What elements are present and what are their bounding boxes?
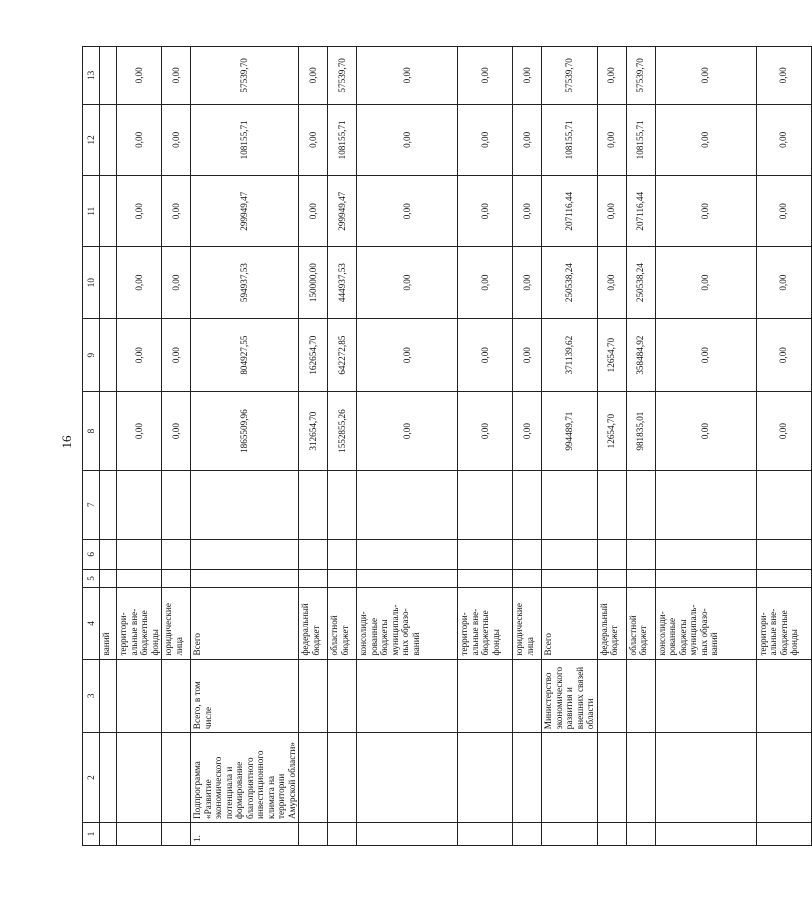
- table-cell: 0,00: [655, 176, 756, 247]
- table-cell: 444937,53: [328, 247, 357, 318]
- table-cell: федеральный бюджет: [597, 588, 626, 659]
- table-row: [117, 47, 162, 846]
- table-cell: [626, 822, 655, 845]
- table-cell: [299, 470, 328, 539]
- table-cell: [117, 569, 162, 587]
- table-cell: [597, 733, 626, 823]
- table-cell: 0,00: [655, 47, 756, 105]
- table-cell: [542, 539, 598, 569]
- column-header: 4: [83, 588, 100, 659]
- table-cell: 0,00: [756, 47, 811, 105]
- table-cell: 0,00: [756, 318, 811, 392]
- table-cell: 0,00: [458, 104, 513, 175]
- table-cell: 371139,62: [542, 318, 598, 392]
- budget-table: [82, 46, 812, 846]
- table-cell: юридические лица: [162, 588, 191, 659]
- table-cell: [117, 733, 162, 823]
- table-cell: [756, 733, 811, 823]
- table-cell: 981835,01: [626, 392, 655, 470]
- table-cell: [357, 659, 458, 733]
- table-cell: [191, 470, 299, 539]
- table-cell: [117, 539, 162, 569]
- table-cell: [328, 822, 357, 845]
- table-cell: 0,00: [357, 104, 458, 175]
- table-cell: [117, 659, 162, 733]
- table-cell: [162, 733, 191, 823]
- table-cell: [328, 470, 357, 539]
- table-cell: 0,00: [655, 318, 756, 392]
- table-cell: 0,00: [513, 176, 542, 247]
- table-cell: 0,00: [458, 392, 513, 470]
- table-cell: [756, 659, 811, 733]
- table-cell: [299, 659, 328, 733]
- table-cell: [458, 733, 513, 823]
- column-header: 6: [83, 539, 100, 569]
- table-cell: [458, 569, 513, 587]
- table-cell: 0,00: [117, 318, 162, 392]
- table-row: [100, 47, 117, 846]
- table-cell: [655, 733, 756, 823]
- table-cell: [100, 569, 117, 587]
- table-cell: Министерство экономического развития и внешних связей области: [542, 659, 598, 733]
- table-row: [299, 47, 328, 846]
- table-cell: 0,00: [655, 104, 756, 175]
- table-cell: консолиди-рованные бюджеты муниципаль-ных образо-ваний: [655, 588, 756, 659]
- table-cell: 0,00: [458, 47, 513, 105]
- column-header: 7: [83, 470, 100, 539]
- table-cell: [100, 392, 117, 470]
- table-cell: [513, 470, 542, 539]
- table-row: [756, 47, 811, 846]
- table-cell: 0,00: [117, 392, 162, 470]
- table-cell: Всего: [191, 588, 299, 659]
- table-cell: территори-альные вне-бюджетные фонды: [756, 588, 811, 659]
- table-cell: юридические лица: [513, 588, 542, 659]
- table-cell: территори-альные вне-бюджетные фонды: [458, 588, 513, 659]
- table-cell: 108155,71: [626, 104, 655, 175]
- table-cell: [162, 822, 191, 845]
- table-cell: [597, 822, 626, 845]
- table-cell: [756, 470, 811, 539]
- table-cell: 57539,70: [191, 47, 299, 105]
- table-cell: 57539,70: [626, 47, 655, 105]
- table-cell: [655, 822, 756, 845]
- column-header: 1: [83, 822, 100, 845]
- table-cell: 0,00: [458, 176, 513, 247]
- table-row: [597, 47, 626, 846]
- table-cell: Всего: [542, 588, 598, 659]
- table-cell: 0,00: [357, 392, 458, 470]
- table-row: [542, 47, 598, 846]
- table-cell: 0,00: [597, 47, 626, 105]
- table-cell: [328, 539, 357, 569]
- table-cell: [299, 822, 328, 845]
- table-cell: [100, 318, 117, 392]
- table-cell: [597, 569, 626, 587]
- table-cell: [117, 822, 162, 845]
- rotated-table-wrapper: [82, 46, 799, 846]
- table-cell: 1.: [191, 822, 299, 845]
- table-cell: 0,00: [756, 176, 811, 247]
- table-cell: [117, 470, 162, 539]
- table-cell: [299, 733, 328, 823]
- table-cell: 804927,55: [191, 318, 299, 392]
- table-cell: [513, 733, 542, 823]
- table-cell: 0,00: [458, 318, 513, 392]
- table-cell: [100, 733, 117, 823]
- table-cell: 0,00: [117, 247, 162, 318]
- table-row: [458, 47, 513, 846]
- table-cell: 108155,71: [191, 104, 299, 175]
- table-cell: [100, 247, 117, 318]
- table-cell: 358484,92: [626, 318, 655, 392]
- table-cell: [100, 470, 117, 539]
- table-cell: 108155,71: [542, 104, 598, 175]
- table-cell: [756, 569, 811, 587]
- table-row: [513, 47, 542, 846]
- table-cell: 0,00: [597, 176, 626, 247]
- table-cell: 150000,00: [299, 247, 328, 318]
- table-cell: [655, 539, 756, 569]
- table-cell: [542, 733, 598, 823]
- table-cell: [162, 470, 191, 539]
- table-cell: 299949,47: [328, 176, 357, 247]
- table-cell: 0,00: [162, 104, 191, 175]
- table-cell: [655, 659, 756, 733]
- table-cell: [357, 539, 458, 569]
- table-cell: [299, 539, 328, 569]
- table-cell: 0,00: [513, 104, 542, 175]
- table-cell: 12654,70: [597, 318, 626, 392]
- table-cell: [458, 659, 513, 733]
- table-cell: 57539,70: [328, 47, 357, 105]
- table-cell: [626, 659, 655, 733]
- table-cell: 1865509,96: [191, 392, 299, 470]
- table-cell: [626, 539, 655, 569]
- table-cell: 250538,24: [626, 247, 655, 318]
- table-cell: [100, 539, 117, 569]
- table-cell: ваний: [100, 588, 117, 659]
- table-cell: 0,00: [597, 104, 626, 175]
- table-cell: 0,00: [117, 104, 162, 175]
- table-cell: [328, 733, 357, 823]
- table-cell: [100, 822, 117, 845]
- column-header: 11: [83, 176, 100, 247]
- table-cell: [100, 176, 117, 247]
- table-cell: [655, 569, 756, 587]
- table-cell: 642272,85: [328, 318, 357, 392]
- table-cell: 0,00: [513, 47, 542, 105]
- table-cell: [513, 539, 542, 569]
- table-cell: [162, 569, 191, 587]
- table-cell: 162654,70: [299, 318, 328, 392]
- table-cell: [597, 539, 626, 569]
- table-cell: 0,00: [756, 392, 811, 470]
- table-cell: Всего, в том числе: [191, 659, 299, 733]
- table-cell: 0,00: [357, 47, 458, 105]
- header-row: [83, 47, 100, 846]
- table-cell: [626, 569, 655, 587]
- table-cell: 0,00: [299, 47, 328, 105]
- table-cell: [513, 569, 542, 587]
- table-cell: 0,00: [357, 247, 458, 318]
- column-header: 3: [83, 659, 100, 733]
- table-cell: 207116,44: [626, 176, 655, 247]
- table-cell: [100, 47, 117, 105]
- column-header: 8: [83, 392, 100, 470]
- table-cell: [597, 659, 626, 733]
- table-cell: 0,00: [597, 247, 626, 318]
- table-cell: [542, 569, 598, 587]
- table-cell: [542, 822, 598, 845]
- table-cell: 0,00: [162, 247, 191, 318]
- table-cell: [299, 569, 328, 587]
- table-cell: 299949,47: [191, 176, 299, 247]
- column-header: 12: [83, 104, 100, 175]
- table-row: [191, 47, 299, 846]
- table-cell: [162, 659, 191, 733]
- table-cell: 0,00: [458, 247, 513, 318]
- table-cell: [626, 470, 655, 539]
- table-cell: 0,00: [513, 247, 542, 318]
- table-row: [357, 47, 458, 846]
- table-cell: [756, 822, 811, 845]
- table-cell: 0,00: [117, 47, 162, 105]
- table-cell: 0,00: [655, 247, 756, 318]
- table-cell: 0,00: [756, 247, 811, 318]
- table-cell: 0,00: [655, 392, 756, 470]
- table-cell: [357, 569, 458, 587]
- column-header: 2: [83, 733, 100, 823]
- column-header: 5: [83, 569, 100, 587]
- table-cell: 207116,44: [542, 176, 598, 247]
- table-cell: 0,00: [756, 104, 811, 175]
- table-cell: консолиди-рованные бюджеты муниципаль-ных образо-ваний: [357, 588, 458, 659]
- table-cell: 0,00: [299, 176, 328, 247]
- table-cell: [513, 822, 542, 845]
- table-cell: федеральный бюджет: [299, 588, 328, 659]
- table-cell: 0,00: [162, 47, 191, 105]
- table-cell: 0,00: [162, 176, 191, 247]
- column-header: 13: [83, 47, 100, 105]
- table-cell: [513, 659, 542, 733]
- table-cell: 994489,71: [542, 392, 598, 470]
- table-cell: областной бюджет: [626, 588, 655, 659]
- column-header: 9: [83, 318, 100, 392]
- table-cell: [100, 659, 117, 733]
- table-cell: 0,00: [357, 318, 458, 392]
- table-cell: территори-альные вне-бюджетные фонды: [117, 588, 162, 659]
- table-cell: [458, 539, 513, 569]
- table-cell: 0,00: [162, 318, 191, 392]
- table-cell: [328, 569, 357, 587]
- table-cell: 312654,70: [299, 392, 328, 470]
- table-cell: [100, 104, 117, 175]
- table-cell: [458, 470, 513, 539]
- table-row: [626, 47, 655, 846]
- page-number: 16: [59, 435, 74, 449]
- table-cell: [655, 470, 756, 539]
- table-cell: [756, 539, 811, 569]
- table-cell: [626, 733, 655, 823]
- table-row: [162, 47, 191, 846]
- table-cell: 108155,71: [328, 104, 357, 175]
- table-cell: Подпрограмма «Развитие экономического потенциала и формирование благоприятного инвестиционного климата на территории Амурской области»: [191, 733, 299, 823]
- table-cell: [191, 539, 299, 569]
- table-cell: 0,00: [357, 176, 458, 247]
- table-cell: [458, 822, 513, 845]
- table-row: [328, 47, 357, 846]
- table-cell: [357, 822, 458, 845]
- table-cell: 12654,70: [597, 392, 626, 470]
- table-cell: [191, 569, 299, 587]
- table-cell: 0,00: [299, 104, 328, 175]
- table-cell: 0,00: [513, 318, 542, 392]
- table-cell: 1552855,26: [328, 392, 357, 470]
- table-cell: [357, 470, 458, 539]
- table-cell: 0,00: [117, 176, 162, 247]
- table-cell: 57539,70: [542, 47, 598, 105]
- table-cell: областной бюджет: [328, 588, 357, 659]
- table-cell: [597, 470, 626, 539]
- table-cell: [542, 470, 598, 539]
- table-cell: 0,00: [162, 392, 191, 470]
- table-cell: 594937,53: [191, 247, 299, 318]
- table-row: [655, 47, 756, 846]
- table-cell: 250538,24: [542, 247, 598, 318]
- table-cell: [162, 539, 191, 569]
- table-cell: 0,00: [513, 392, 542, 470]
- column-header: 10: [83, 247, 100, 318]
- table-cell: [357, 733, 458, 823]
- table-body: [100, 47, 812, 846]
- table-cell: [328, 659, 357, 733]
